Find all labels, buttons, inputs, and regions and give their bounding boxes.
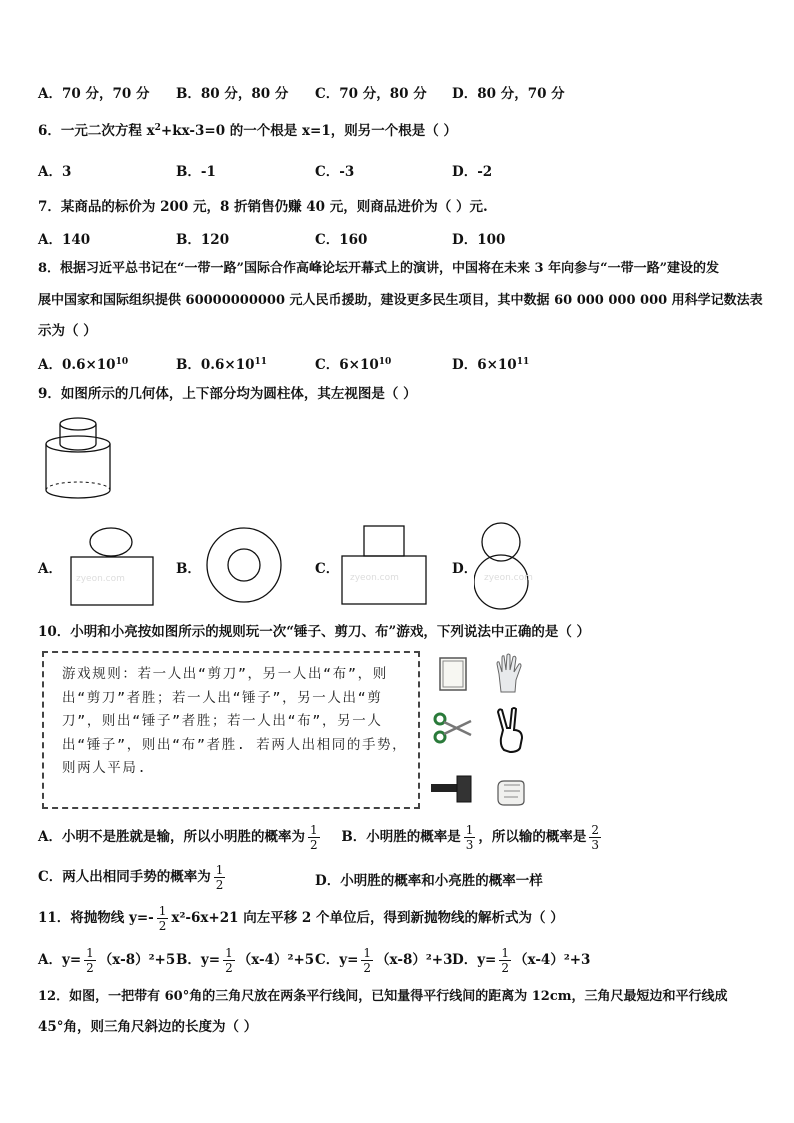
- q5-option-a: A．70 分，70 分: [38, 86, 150, 102]
- q11-option-c: [315, 945, 452, 975]
- q8-option-b: [176, 353, 267, 373]
- fist-icon: [494, 775, 528, 809]
- q11-option-c-denominator: 2: [363, 961, 372, 975]
- q8-option-d-exp: 11: [516, 357, 530, 367]
- q9-option-d: D．: [452, 561, 478, 577]
- q10-rules-text: 游戏规则：若一人出“剪刀”，另一人出“布”，则出“剪刀”者胜；若一人出“锤子”，另一人出“剪刀”，则出“锤子”者胜；若一人出“布”，另一人出“锤子”，则出“布”者胜. 若两人出相同的手势，则两人平局.: [62, 666, 408, 776]
- q11-option-c-numerator: 1: [363, 946, 372, 960]
- q9-option-b-figure: [203, 523, 287, 607]
- q11-option-b-denominator: 2: [225, 961, 233, 975]
- q10-option-a-line: [38, 822, 604, 852]
- q5-option-d: D．80 分，70 分: [452, 86, 565, 102]
- q11-option-d-numerator: 1: [501, 946, 510, 960]
- q11-option-d-post: （x-4）²+3: [514, 952, 591, 968]
- q11-stem-fraction: [157, 904, 169, 933]
- q8-option-d: [452, 353, 529, 373]
- q10-rules-box: [42, 651, 420, 809]
- paper-card-icon: [437, 655, 469, 693]
- q7-option-a: A．140: [38, 232, 91, 248]
- q8-stem-line1: 8．根据习近平总书记在“一带一路”国际合作高峰论坛开幕式上的演讲，中国将在未来 3 年向参与“一带一路”建设的发: [38, 261, 720, 276]
- q8-option-c-label: C．6×10: [315, 357, 379, 373]
- q9-option-d-watermark: zyeon.com: [484, 573, 533, 583]
- q11-stem: [38, 903, 564, 933]
- q10-stem: 10．小明和小亮按如图所示的规则玩一次“锤子、剪刀、布”游戏，下列说法中正确的是（ ）: [38, 624, 591, 640]
- q8-option-b-label: B．0.6×10: [176, 357, 255, 373]
- q11-option-d: [452, 945, 590, 975]
- q10-option-a-numerator: 1: [309, 823, 318, 837]
- q11-stem-post: x²-6x+21 向左平移 2 个单位后，得到新抛物线的解析式为（ ）: [171, 910, 564, 926]
- q8-option-d-label: D．6×10: [452, 357, 517, 373]
- q6-stem-pre: 6．一元二次方程 x: [38, 123, 155, 139]
- q9-solid-figure: [40, 414, 130, 504]
- q6-stem: [38, 119, 457, 140]
- q10-option-c-fraction: [214, 863, 226, 892]
- q6-option-b: B．-1: [176, 164, 216, 180]
- q10-option-b-denominator-1: 3: [465, 838, 474, 852]
- q10-option-c-denominator: 2: [215, 878, 224, 892]
- q11-option-a-post: （x-8）²+5: [98, 952, 176, 968]
- hammer-icon: [429, 772, 477, 808]
- q9-option-a-watermark: zyeon.com: [76, 574, 125, 584]
- q8-option-c: [315, 353, 391, 373]
- open-hand-icon: [493, 652, 525, 694]
- q9-option-a: A．: [38, 561, 62, 577]
- q11-stem-pre: 11．将抛物线 y=-: [38, 910, 154, 926]
- q12-stem-line1: 12．如图，一把带有 60°角的三角尺放在两条平行线间，已知量得平行线间的距离为 12cm，三角尺最短边和平行线成: [38, 989, 728, 1004]
- q11-option-a: [38, 945, 175, 975]
- q11-option-b-numerator: 1: [225, 946, 233, 960]
- q12-stem-line2: 45°角，则三角尺斜边的长度为（ ）: [38, 1019, 258, 1035]
- q10-option-b-numerator-2: 2: [591, 823, 600, 837]
- q11-option-c-fraction: [361, 946, 373, 975]
- q10-option-d: D．小明胜的概率和小亮胜的概率一样: [315, 873, 543, 889]
- q8-option-c-exp: 10: [378, 357, 392, 367]
- q11-option-d-denominator: 2: [501, 961, 510, 975]
- scissors-hand-icon: [494, 706, 528, 754]
- q11-option-b-pre: B．y=: [176, 952, 221, 968]
- q10-option-b-denominator-2: 3: [591, 838, 600, 852]
- q11-option-c-post: （x-8）²+3: [376, 952, 453, 968]
- q10-option-a-denominator: 2: [309, 838, 318, 852]
- q10-option-a: A．小明不是胜就是输，所以小明胜的概率为: [38, 829, 305, 845]
- q10-option-b-fraction-2: [589, 823, 601, 852]
- q9-option-c: C．: [315, 561, 340, 577]
- q9-option-c-figure: [340, 524, 430, 608]
- q7-option-d: D．100: [452, 232, 506, 248]
- q8-option-b-exp: 11: [254, 357, 268, 367]
- q10-option-b-mid: ，所以输的概率是: [478, 829, 587, 845]
- q6-stem-post: +kx-3=0 的一个根是 x=1，则另一个根是（ ）: [160, 123, 457, 139]
- q11-option-b: [176, 945, 314, 975]
- q6-stem-sup: 2: [154, 123, 161, 133]
- scissors-icon: [433, 711, 473, 745]
- q8-stem-line3: 示为（ ）: [38, 323, 97, 339]
- q8-option-a-exp: 10: [115, 357, 129, 367]
- q11-option-d-pre: D．y=: [452, 952, 497, 968]
- q6-option-c: C．-3: [315, 164, 355, 180]
- q6-option-d: D．-2: [452, 164, 493, 180]
- q7-option-b: B．120: [176, 232, 230, 248]
- q8-option-a: [38, 353, 128, 373]
- q11-option-c-pre: C．y=: [315, 952, 359, 968]
- q5-option-b: B．80 分，80 分: [176, 86, 289, 102]
- q10-option-b: B．小明胜的概率是: [341, 829, 461, 845]
- q11-option-b-fraction: [223, 946, 235, 975]
- q9-option-b: B．: [176, 561, 201, 577]
- q10-option-c-numerator: 1: [215, 863, 224, 877]
- q8-option-a-label: A．0.6×10: [38, 357, 116, 373]
- q7-stem: 7．某商品的标价为 200 元，8 折销售仍赚 40 元，则商品进价为（ ）元.: [38, 199, 488, 215]
- q6-option-a: A．3: [38, 164, 72, 180]
- q11-option-a-pre: A．y=: [38, 952, 82, 968]
- q10-option-b-numerator-1: 1: [465, 823, 474, 837]
- q11-stem-denominator: 2: [158, 919, 167, 933]
- q9-option-a-figure: [66, 525, 161, 607]
- q9-option-d-figure: [474, 520, 554, 612]
- q9-stem: 9．如图所示的几何体，上下部分均为圆柱体，其左视图是（ ）: [38, 386, 417, 402]
- q9-option-c-watermark: zyeon.com: [350, 573, 399, 583]
- q10-option-c-line: [38, 862, 228, 892]
- q10-option-c: C．两人出相同手势的概率为: [38, 869, 211, 885]
- q8-stem-line2: 展中国家和国际组织提供 60000000000 元人民币援助，建设更多民生项目，其中数据 60 000 000 000 用科学记数法表: [38, 293, 763, 308]
- q11-option-b-post: （x-4）²+5: [237, 952, 315, 968]
- q11-option-a-numerator: 1: [86, 946, 94, 960]
- q7-option-c: C．160: [315, 232, 368, 248]
- q5-option-c: C．70 分，80 分: [315, 86, 427, 102]
- q10-option-a-fraction: [308, 823, 320, 852]
- q11-stem-numerator: 1: [158, 904, 167, 918]
- q10-option-b-fraction-1: [464, 823, 476, 852]
- q11-option-a-fraction: [84, 946, 96, 975]
- q11-option-d-fraction: [499, 946, 511, 975]
- q11-option-a-denominator: 2: [86, 961, 94, 975]
